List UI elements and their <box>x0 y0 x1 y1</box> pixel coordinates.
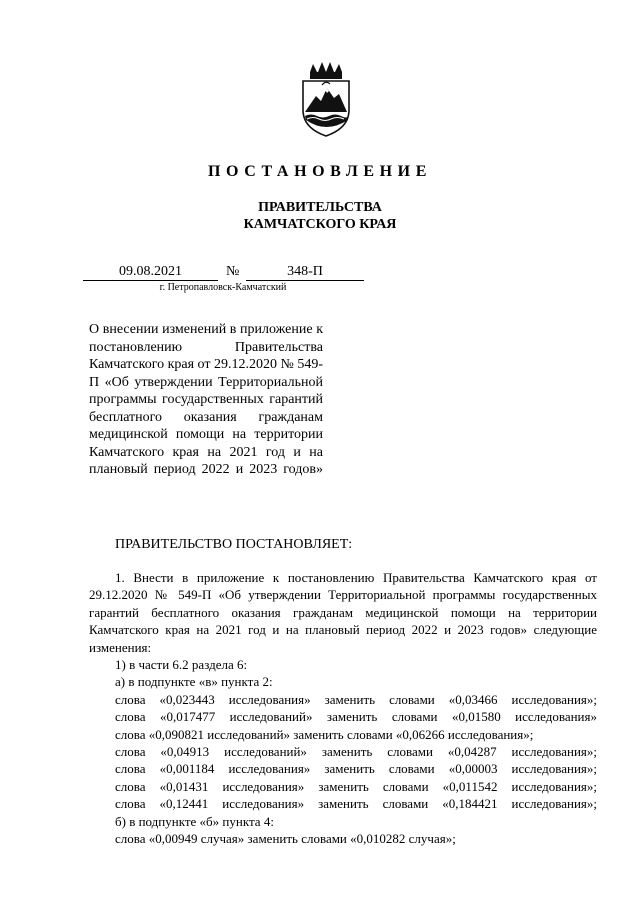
document-body <box>89 569 597 848</box>
preamble: ПРАВИТЕЛЬСТВО ПОСТАНОВЛЯЕТ: <box>115 537 353 552</box>
government-name-line1: ПРАВИТЕЛЬСТВА <box>258 200 382 215</box>
paragraph: слова «0,12441 исследования» заменить словами «0,184421 исследования»; <box>115 796 597 812</box>
document-title: ПОСТАНОВЛЕНИЕ <box>208 163 432 180</box>
crown-icon <box>310 62 342 79</box>
paragraph: б) в подпункте «б» пункта 4: <box>115 813 274 829</box>
paragraph: слова «0,04913 исследований» заменить словами «0,04287 исследования»; <box>115 744 597 760</box>
city-label: г. Петропавловск-Камчатский <box>159 282 287 293</box>
paragraph: слова «0,001184 исследования» заменить словами «0,00003 исследования»; <box>115 761 597 777</box>
paragraph: слова «0,00949 случая» заменить словами «0,010282 случая»; <box>115 831 456 847</box>
paragraph: 1. Внести в приложение к постановлению Правительства Камчатского края от 29.12.2020 № 549-П «Об утверждении Территориальной программы государственных гарантий бесплатного оказания гражданам медицинской помощи на территории Камчатского края на 2021 год и на плановый период 2022 и 2023 годов» следующие изменения: <box>89 570 597 655</box>
paragraph: слова «0,023443 исследования» заменить словами «0,03466 исследования»; <box>115 691 597 707</box>
document-number: 348-П <box>246 264 364 281</box>
number-sign: № <box>226 264 240 279</box>
kamchatka-coat-of-arms-icon <box>296 62 356 138</box>
document-date: 09.08.2021 <box>83 264 218 281</box>
government-name-line2: КАМЧАТСКОГО КРАЯ <box>243 217 397 232</box>
paragraph: слова «0,01431 исследования» заменить словами «0,011542 исследования»; <box>115 778 597 794</box>
document-subject: О внесении изменений в приложение к постановлению Правительства Камчатского края от 29.12.2020 № 549-П «Об утверждении Территориальной программы государственных гарантий бесплатного оказания гражданам медицинской помощи на территории Камчатского края на 2021 год и на плановый период 2022 и 2023 годов» <box>89 322 324 477</box>
paragraph: слова «0,017477 исследований» заменить словами «0,01580 исследования» <box>115 709 597 725</box>
paragraph: а) в подпункте «в» пункта 2: <box>115 674 273 690</box>
paragraph: слова «0,090821 исследований» заменить словами «0,06266 исследования»; <box>115 726 534 742</box>
paragraph: 1) в части 6.2 раздела 6: <box>115 657 248 673</box>
